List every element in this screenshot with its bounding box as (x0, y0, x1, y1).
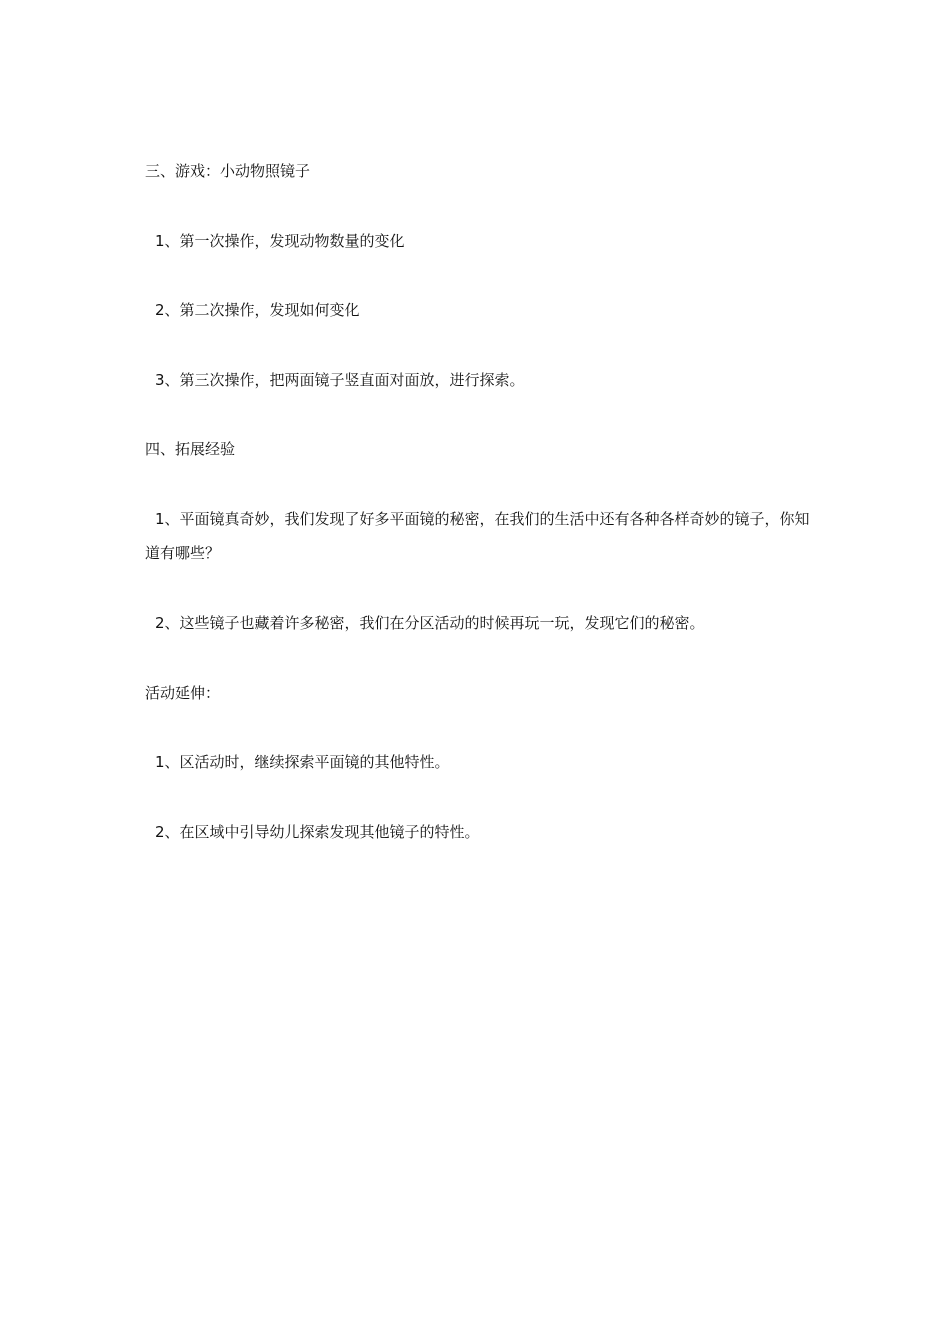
section-3-item-3: 3、第三次操作，把两面镜子竖直面对面放，进行探索。 (155, 371, 525, 389)
section-4-item-1: 1、平面镜真奇妙，我们发现了好多平面镜的秘密，在我们的生活中还有各种各样奇妙的镜子，你知道有哪些？ (145, 510, 810, 562)
extension-heading: 活动延伸： (145, 684, 221, 702)
section-3-item-1: 1、第一次操作，发现动物数量的变化 (155, 232, 405, 250)
extension-item-2: 2、在区域中引导幼儿探索发现其他镜子的特性。 (155, 823, 480, 841)
section-3-heading: 三、游戏：小动物照镜子 (145, 162, 311, 180)
section-4-heading: 四、拓展经验 (145, 440, 236, 458)
section-4-item-2: 2、这些镜子也藏着许多秘密，我们在分区活动的时候再玩一玩，发现它们的秘密。 (155, 614, 705, 632)
extension-item-1: 1、区活动时，继续探索平面镜的其他特性。 (155, 753, 450, 771)
section-3-item-2: 2、第二次操作，发现如何变化 (155, 301, 360, 319)
